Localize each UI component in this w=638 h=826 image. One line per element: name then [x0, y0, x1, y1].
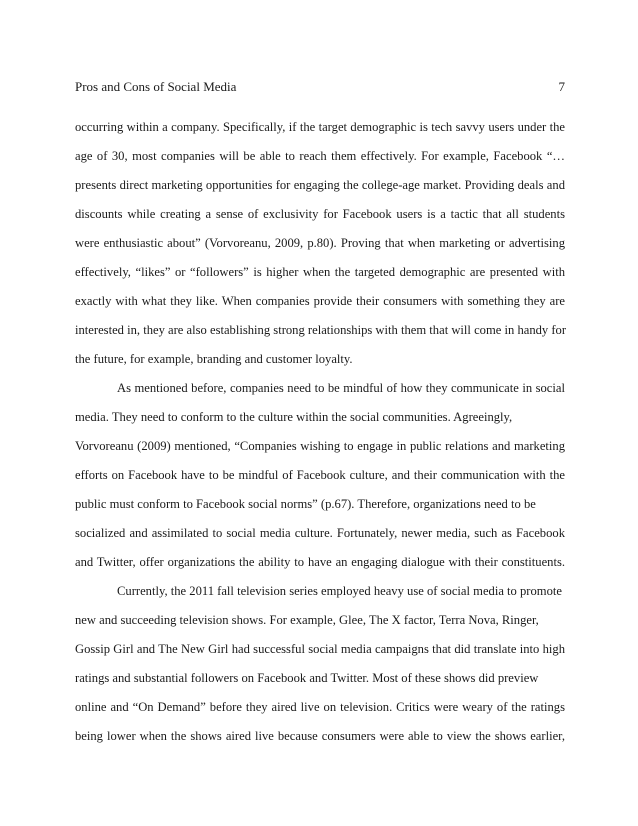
text-line: the future, for example, branding and customer loyalty. — [75, 352, 353, 366]
text-line: public must conform to Facebook social norms” (p.67). Therefore, organizations need to be — [75, 497, 536, 511]
running-head-title: Pros and Cons of Social Media — [75, 79, 237, 94]
text-line: Vorvoreanu (2009) mentioned, “Companies wishing to engage in public relations and marketing — [75, 439, 565, 453]
text-line: Currently, the 2011 fall television series employed heavy use of social media to promote — [117, 584, 562, 598]
text-line: being lower when the shows aired live because consumers were able to view the shows earlier, — [75, 729, 565, 743]
text-line: Gossip Girl and The New Girl had successful social media campaigns that did translate into high — [75, 642, 565, 656]
text-line: were enthusiastic about” (Vorvoreanu, 2009, p.80). Proving that when marketing or advertising — [75, 236, 565, 250]
text-line: online and “On Demand” before they aired live on television. Critics were weary of the ratings — [75, 700, 565, 714]
text-line: age of 30, most companies will be able to reach them effectively. For example, Facebook “… — [75, 149, 565, 163]
page-number: 7 — [558, 79, 565, 94]
text-line: interested in, they are also establishing strong relationships with them that will come in handy for — [75, 323, 567, 337]
text-line: and Twitter, offer organizations the ability to have an engaging dialogue with their constituents. — [75, 555, 565, 569]
text-line: media. They need to conform to the culture within the social communities. Agreeingly, — [75, 410, 513, 424]
text-line: ratings and substantial followers on Facebook and Twitter. Most of these shows did preview — [75, 671, 539, 685]
text-line: discounts while creating a sense of exclusivity for Facebook users is a tactic that all students — [75, 207, 565, 221]
text-line: exactly with what they like. When companies provide their consumers with something they are — [75, 294, 565, 308]
text-line: occurring within a company. Specifically, if the target demographic is tech savvy users under the — [75, 120, 565, 134]
text-line: new and succeeding television shows. For example, Glee, The X factor, Terra Nova, Ringer, — [75, 613, 539, 627]
body-text — [75, 117, 565, 755]
running-head — [75, 77, 565, 97]
text-line: efforts on Facebook have to be mindful of Facebook culture, and their communication with the — [75, 468, 565, 482]
text-line: As mentioned before, companies need to be mindful of how they communicate in social — [117, 381, 565, 395]
text-line: socialized and assimilated to social media culture. Fortunately, newer media, such as Facebook — [75, 526, 565, 540]
text-line: effectively, “likes” or “followers” is higher when the targeted demographic are presented with — [75, 265, 565, 279]
text-line: presents direct marketing opportunities for engaging the college-age market. Providing deals and — [75, 178, 565, 192]
